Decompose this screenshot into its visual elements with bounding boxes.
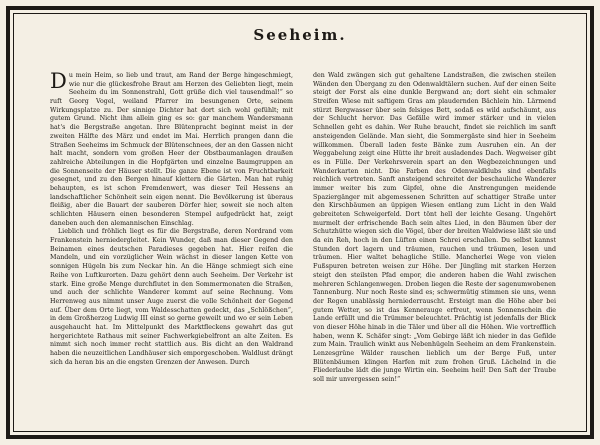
paragraph-1 [50, 72, 293, 228]
text-columns [50, 72, 556, 420]
paragraph-3: den Wald zwängen sich gut gehaltene Landstraßen, die zwischen steilen Wänden den Übergang zu den Odenwaldtälern suchen. Auf der einen Seite steigt der Forst als eine dunkle Bergwand an; dort sieht ein schmaler Streifen Wiese mit saftigem Gras am plaudernden Bächlein hin. Lärmend stürzt Bergwasser über sein felsiges Bett, sodaß es wild aufschäumt, aus der Schlucht hervor. Das Gefälle wird immer stärker und in vielen Schnellen geht es dahin. Wer Ruhe braucht, findet sie reichlich im sanft ansteigenden Gelände. Man sieht, die Sommergäste sind hier in Seeheim willkommen. Überall laden feste Bänke zum Ausruhen ein. An der Weggabelung zeigt eine Hütte ihr breit ausladendes Dach. Wegweiser gibt es in Fülle. Der Verkehrsverein spart an den Wegbezeichnungen und Wanderkarten nicht. Die Farben des Odenwaldklubs sind ebenfalls reichlich vertreten. Sanft ansteigend schreitet der beschauliche Wanderer immer weiter bis zum Gipfel, ohne die Anstrengungen meidende Spaziergänger mit abgemessenen Schritten auf schattiger Straße unter den Kirschbäumen an üppigen Wiesen entlang zum Licht in den Wald gebreiteten Schweigerfeld. Dort tönt hell der leichte Gesang. Ungehört murmelt der erfrischende Bach sein altes Lied, in den Bäumen über der Schutzhütte wiegen sich die Vögel, über der breiten Waldwiese läßt sie und da ein Reh, hoch in den Lüften einen Schrei erschallen. Du selbst kannst Stunden dort lagern und träumen, rauchen und träumen, lesen und träumen. Hier waltet behagliche Stille. Mancherlei Wege von vielen Fußspuren betreten weisen zur Höhe. Der Jüngling mit starken Herzen steigt den steilsten Pfad empor, die anderen haben die Wahl zwischen mehreren Schlangenwegen. Droben liegen die Reste der sagenumwobenen Tannenburg. Nur noch Reste sind es; schwermütig stimmen sie uns, wenn der Regen unablässig herniederrauscht. Ersteigt man die Höhe aber bei gutem Wetter, so ist das Kennerauge erfreut, wenn Sonnenschein die Lande erfüllt und die Trümmer beleuchtet. Prächtig ist jedenfalls der Blick von dieser Höhe hinab in die Täler und über all die Höhen. Wie vortrefflich haben, wenn K. Schäfer singt: „Vom Gebirge läßt ich nieder in das Gefilde zum Main. Traulich winkt aus Nebenhügeln Seeheim an dem Frankenstein. Lenzesgrüne Wälder rauschen lieblich um der Berge Fuß, unter Blütenbäumen klingen Harfen mit zum frohen Gruß. Lächelnd in die Fliederlaube lädt die junge Wirtin ein. Seeheim heil! Den Saft der Traube soll mir unvergessen sein!“ [313, 72, 556, 384]
drop-cap: D [50, 72, 67, 93]
paragraph-2: Lieblich und fröhlich liegt es für die Bergstraße, deren Nordrand vom Frankenstein herniedergleitet. Kein Wunder, daß man dieser Gegend den Beinamen eines deutschen Paradieses gegeben hat. Hier reifen die Mandeln, und ein vorzüglicher Wein wächst in dieser langen Kette von sonnigen Hügeln bis zum Neckar hin. An die Hänge schmiegt sich eine Reihe von Luftkurorten. Dazu gehört denn auch Seeheim. Der Verkehr ist stark. Eine große Menge durchflutet in den Sommermonaten die Straßen, und auch der schlichte Wanderer kommt auf seine Rechnung. Vom Herrenweg aus nimmt unser Auge zuerst die volle Schönheit der Gegend auf. Über dem Orte liegt, vom Waldesschatten gedeckt, das „Schlößchen“, in dem Großherzog Ludwig III einst so gerne geweilt und wo er sein Leben ausgehaucht hat. Im Mittelpunkt des Marktfleckens gewahrt das gut hergerichtete Rathaus mit seiner Fachwerkgiebelfront an alte Zeiten. Es nimmt sich noch immer recht stattlich aus. Bis dicht an den Waldrand haben die neuzeitlichen Landhäuser sich emporgeschoben. Waldlust drängt sich da heran bis an die engsten Grenzen der Anwesen. Durch [50, 228, 293, 366]
page-title: Seeheim. [253, 26, 347, 44]
right-column [313, 72, 556, 420]
paragraph-1-text: u mein Heim, so lieb und traut, am Rand der Berge hingeschmiegt, wie nur die glückesfrohe Braut am Herzen des Geliebten liegt, mein Seeheim du im Sonnenstrahl, Gott grüße dich viel tausendmal!“ so ruft Georg Vogel, weiland Pfarrer im besungenen Orte, seinem Wirkungsplatze zu. Der sinnige Dichter hat dort sich wohl gefühlt; mit gutem Grund. Nicht ihm allein ging es so: gar manchem Wandersmann hat's die Bergstraße angetan. Ihre Blütenpracht beginnt meist in der zweiten Hälfte des März und endet im Mai. Herrlich prangen dann die Straßen Seeheims im Schmuck der Blütenschnees, der an den Gassen nicht halt macht, sondern vom großen Heer der Obstbaumanlagen draußen zahlreiche Abteilungen in die Hopfgärten und einzelne Baumgruppen an die Sonnenseite der Häuser stellt. Die ganze Ebene ist von Fruchtbarkeit gesegnet, und zu den Bergen hinauf klettern die Gärten. Man hat ruhig behaupten, es ist schon Fremdenwert, was dieser Teil Hessens an landschaftlicher Schönheit sein eigen nennt. Die Bevölkerung ist überaus fleißig, aber die Bauart der sauberen Dörfer hier, soweit sie noch alten schlichten Häusern einen besonderen Stempel aufgedrückt hat, zeigt daneben auch den alemannischen Einschlag. [50, 72, 293, 227]
left-column [50, 72, 293, 420]
